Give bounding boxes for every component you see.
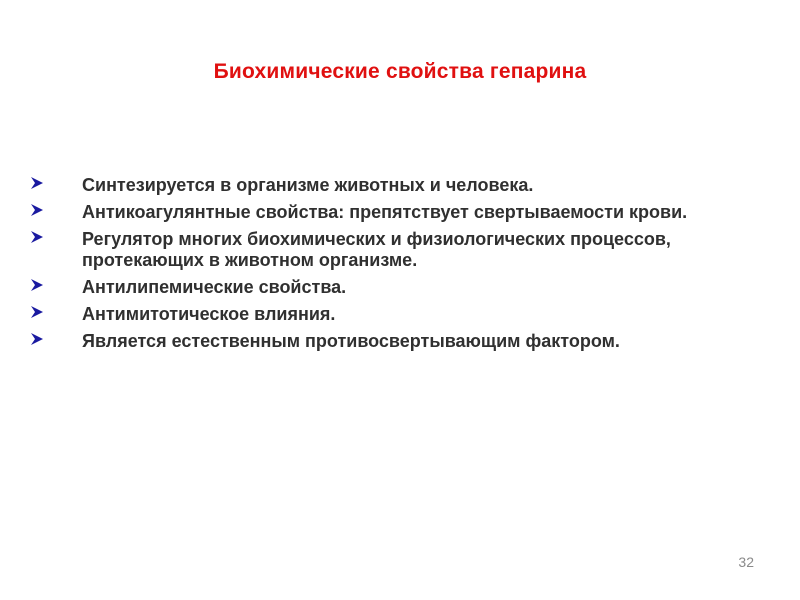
slide-title: Биохимические свойства гепарина (213, 60, 587, 83)
arrowhead-bullet-icon (30, 175, 82, 195)
bullet-text: Антикоагулянтные свойства: препятствует свертываемости крови. (82, 202, 688, 222)
list-item (30, 277, 770, 298)
bullet-text: Регулятор многих биохимических и физиологических процессов, протекающих в животном организме. (82, 229, 671, 270)
list-item (30, 202, 770, 223)
bullet-text: Антилипемические свойства. (82, 277, 347, 297)
bullet-text: Антимитотическое влияния. (82, 304, 336, 324)
arrowhead-bullet-icon (30, 304, 82, 324)
list-item (30, 304, 770, 325)
bullet-list (30, 175, 770, 358)
arrowhead-bullet-icon (30, 277, 82, 297)
arrowhead-bullet-icon (30, 331, 82, 351)
list-item (30, 331, 770, 352)
arrowhead-bullet-icon (30, 229, 82, 249)
list-item (30, 175, 770, 196)
bullet-text: Синтезируется в организме животных и человека. (82, 175, 534, 195)
page-number: 32 (738, 554, 754, 570)
arrowhead-bullet-icon (30, 202, 82, 222)
list-item (30, 229, 770, 271)
bullet-text: Является естественным противосвертывающим фактором. (82, 331, 620, 351)
